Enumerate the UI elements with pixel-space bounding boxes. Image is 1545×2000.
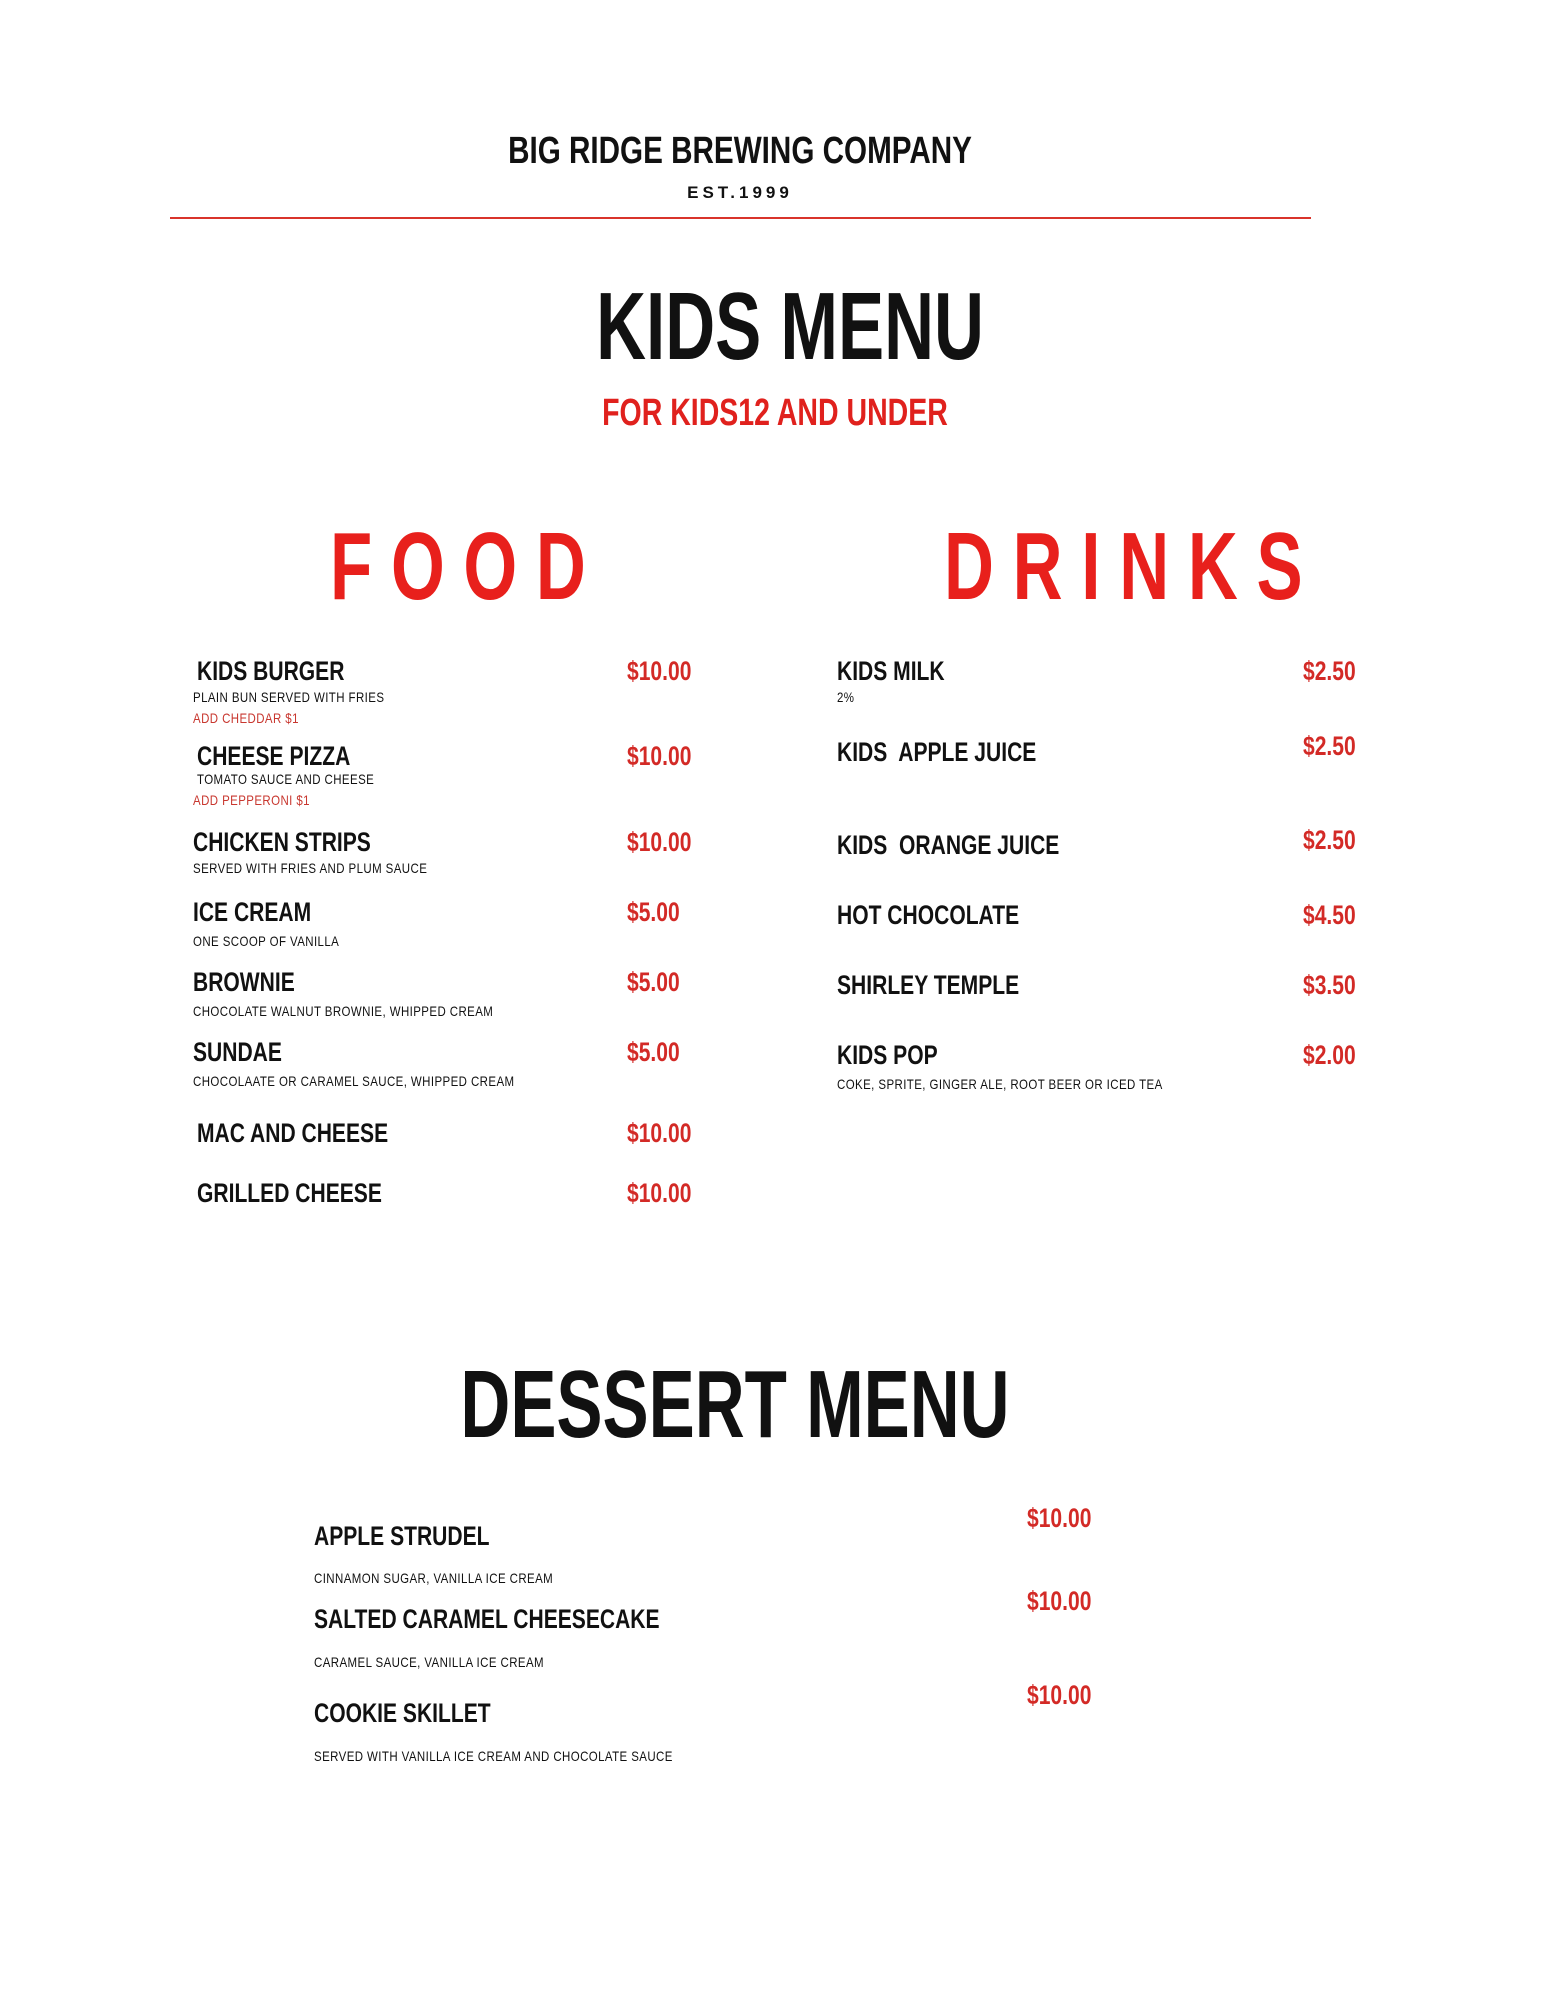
established-year: EST.1999 <box>687 183 793 202</box>
item-name: KIDS MILK <box>837 656 945 686</box>
item-name: MAC AND CHEESE <box>197 1118 389 1148</box>
item-name: KIDS POP <box>837 1040 938 1070</box>
item-price: $10.00 <box>1027 1586 1092 1616</box>
item-name: SALTED CARAMEL CHEESECAKE <box>314 1604 660 1634</box>
item-description: PLAIN BUN SERVED WITH FRIES <box>193 689 385 705</box>
item-price: $10.00 <box>627 1178 692 1208</box>
item-price: $2.00 <box>1303 1040 1356 1070</box>
item-price: $10.00 <box>1027 1680 1092 1710</box>
food-heading: FOOD <box>330 513 605 620</box>
brand-name: BIG RIDGE BREWING COMPANY <box>508 130 972 172</box>
item-name: BROWNIE <box>193 967 295 997</box>
item-price: $2.50 <box>1303 825 1356 855</box>
header-divider <box>170 217 1311 219</box>
item-description: TOMATO SAUCE AND CHEESE <box>197 771 375 787</box>
item-description: SERVED WITH FRIES AND PLUM SAUCE <box>193 860 428 876</box>
item-description: SERVED WITH VANILLA ICE CREAM AND CHOCOLATE SAUCE <box>314 1748 673 1764</box>
drinks-heading: DRINKS <box>944 513 1322 620</box>
item-price: $5.00 <box>627 897 680 927</box>
item-price: $10.00 <box>1027 1503 1092 1533</box>
item-name: HOT CHOCOLATE <box>837 900 1020 930</box>
item-name: KIDS ORANGE JUICE <box>837 830 1060 860</box>
item-name: SHIRLEY TEMPLE <box>837 970 1020 1000</box>
item-description: ONE SCOOP OF VANILLA <box>193 933 340 949</box>
item-description: COKE, SPRITE, GINGER ALE, ROOT BEER OR ICED TEA <box>837 1076 1163 1092</box>
item-name: GRILLED CHEESE <box>197 1178 382 1208</box>
kids-menu-subtitle: FOR KIDS12 AND UNDER <box>602 392 948 434</box>
item-price: $4.50 <box>1303 900 1356 930</box>
kids-menu-title: KIDS MENU <box>596 273 984 380</box>
item-name: COOKIE SKILLET <box>314 1698 491 1728</box>
item-price: $5.00 <box>627 967 680 997</box>
item-price: $10.00 <box>627 1118 692 1148</box>
item-price: $2.50 <box>1303 656 1356 686</box>
item-name: CHEESE PIZZA <box>197 741 351 771</box>
item-price: $10.00 <box>627 827 692 857</box>
item-price: $10.00 <box>627 741 692 771</box>
item-price: $5.00 <box>627 1037 680 1067</box>
item-price: $10.00 <box>627 656 692 686</box>
item-price: $2.50 <box>1303 731 1356 761</box>
item-name: ICE CREAM <box>193 897 312 927</box>
item-description: 2% <box>837 689 855 705</box>
item-name: APPLE STRUDEL <box>314 1521 490 1551</box>
dessert-menu-title: DESSERT MENU <box>460 1351 1010 1458</box>
item-description: CHOCOLATE WALNUT BROWNIE, WHIPPED CREAM <box>193 1003 494 1019</box>
item-description: CHOCOLAATE OR CARAMEL SAUCE, WHIPPED CREAM <box>193 1073 515 1089</box>
item-name: KIDS APPLE JUICE <box>837 737 1037 767</box>
item-addon: ADD PEPPERONI $1 <box>193 792 310 808</box>
item-name: KIDS BURGER <box>197 656 345 686</box>
item-description: CARAMEL SAUCE, VANILLA ICE CREAM <box>314 1654 545 1670</box>
item-name: SUNDAE <box>193 1037 282 1067</box>
item-addon: ADD CHEDDAR $1 <box>193 710 299 726</box>
item-description: CINNAMON SUGAR, VANILLA ICE CREAM <box>314 1570 554 1586</box>
item-name: CHICKEN STRIPS <box>193 827 371 857</box>
item-price: $3.50 <box>1303 970 1356 1000</box>
